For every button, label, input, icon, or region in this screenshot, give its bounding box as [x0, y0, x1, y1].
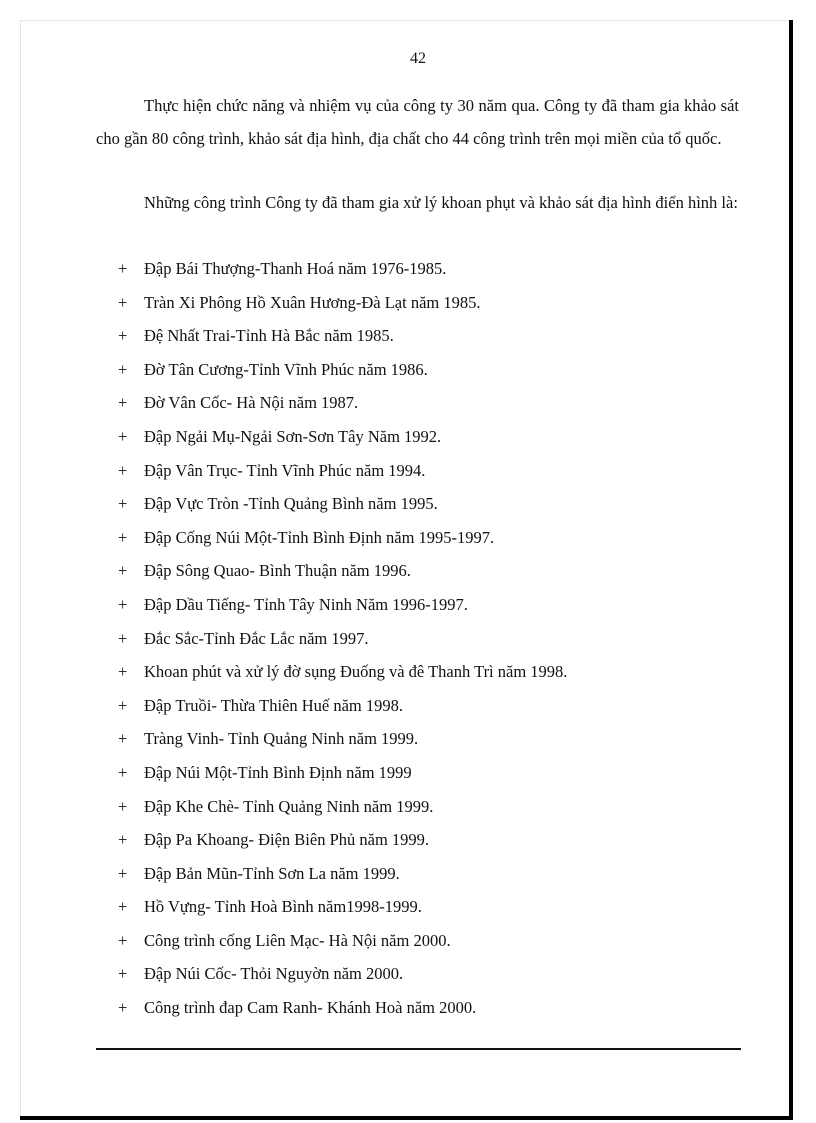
- project-text: Đập Bản Mũn-Tỉnh Sơn La năm 1999.: [144, 863, 400, 883]
- page-number: 42: [410, 50, 426, 67]
- project-text: Khoan phút và xử lý đờ sụng Đuống và đê Thanh Trì năm 1998.: [144, 662, 568, 682]
- bullet-plus-icon: +: [118, 527, 128, 547]
- bullet-plus-icon: +: [118, 628, 128, 648]
- list-item: [96, 319, 756, 353]
- list-item: [96, 689, 756, 723]
- list-item: [96, 857, 756, 891]
- list-item: [96, 554, 756, 588]
- list-item: [96, 655, 756, 689]
- project-text: Công trình cống Liên Mạc- Hà Nội năm 2000.: [144, 930, 451, 950]
- project-text: Đập Bái Thượng-Thanh Hoá năm 1976-1985.: [144, 259, 447, 278]
- bullet-plus-icon: +: [118, 292, 128, 312]
- project-list: [96, 252, 756, 1025]
- bullet-plus-icon: +: [118, 729, 128, 749]
- bullet-plus-icon: +: [118, 662, 128, 682]
- bullet-plus-icon: +: [118, 259, 128, 278]
- bullet-plus-icon: +: [118, 426, 128, 446]
- bullet-plus-icon: +: [118, 326, 128, 346]
- project-text: Đập Cống Núi Một-Tỉnh Bình Định năm 1995-1997.: [144, 527, 495, 547]
- list-item: [96, 957, 756, 991]
- bullet-plus-icon: +: [118, 964, 128, 984]
- bullet-plus-icon: +: [118, 796, 128, 816]
- project-text: Đập Vân Trục- Tỉnh Vĩnh Phúc năm 1994.: [144, 460, 426, 480]
- bullet-plus-icon: +: [118, 830, 128, 850]
- projects-intro-paragraph: Những công trình Công ty đã tham gia xử lý khoan phụt và khảo sát địa hình điển hình là:: [144, 193, 738, 212]
- project-text: Đập Dầu Tiếng- Tỉnh Tây Ninh Năm 1996-1997.: [144, 594, 468, 614]
- list-item: [96, 386, 756, 420]
- list-item: [96, 991, 756, 1025]
- project-text: Đập Núi Một-Tỉnh Bình Định năm 1999: [144, 762, 412, 782]
- project-text: Đập Vực Tròn -Tỉnh Quảng Bình năm 1995.: [144, 494, 438, 514]
- project-text: Đờ Vân Cốc- Hà Nội năm 1987.: [144, 393, 359, 413]
- list-item: [96, 454, 756, 488]
- list-item: [96, 588, 756, 622]
- list-item: [96, 252, 756, 286]
- bullet-plus-icon: +: [118, 762, 128, 782]
- list-item: [96, 823, 756, 857]
- list-item: [96, 722, 756, 756]
- bullet-plus-icon: +: [118, 460, 128, 480]
- project-text: Đập Pa Khoang- Điện Biên Phủ năm 1999.: [144, 830, 430, 850]
- bullet-plus-icon: +: [118, 594, 128, 614]
- bullet-plus-icon: +: [118, 998, 128, 1018]
- list-item: [96, 924, 756, 958]
- project-text: Đờ Tân Cương-Tỉnh Vĩnh Phúc năm 1986.: [144, 359, 428, 379]
- bullet-plus-icon: +: [118, 393, 128, 413]
- project-text: Đập Khe Chè- Tỉnh Quảng Ninh năm 1999.: [144, 796, 434, 816]
- list-item: [96, 890, 756, 924]
- bullet-plus-icon: +: [118, 494, 128, 514]
- bullet-plus-icon: +: [118, 359, 128, 379]
- project-text: Hồ Vựng- Tỉnh Hoà Bình năm1998-1999.: [144, 897, 422, 917]
- list-item: [96, 420, 756, 454]
- bottom-divider: [96, 1048, 741, 1050]
- project-text: Đập Sông Quao- Bình Thuận năm 1996.: [144, 561, 411, 581]
- list-item: [96, 756, 756, 790]
- project-text: Đập Truồi- Thừa Thiên Huế năm 1998.: [144, 695, 404, 715]
- list-item: [96, 487, 756, 521]
- bullet-plus-icon: +: [118, 863, 128, 883]
- project-text: Công trình đap Cam Ranh- Khánh Hoà năm 2000.: [144, 998, 477, 1018]
- list-item: [96, 790, 756, 824]
- list-item: [96, 521, 756, 555]
- bullet-plus-icon: +: [118, 930, 128, 950]
- list-item: [96, 622, 756, 656]
- project-text: Đập Núi Cốc- Thỏi Nguyờn năm 2000.: [144, 964, 404, 984]
- project-text: Tràn Xi Phông Hồ Xuân Hương-Đà Lạt năm 1985.: [144, 292, 481, 312]
- bullet-plus-icon: +: [118, 695, 128, 715]
- list-item: [96, 353, 756, 387]
- list-item: [96, 286, 756, 320]
- project-text: Tràng Vinh- Tỉnh Quảng Ninh năm 1999.: [144, 729, 419, 749]
- project-text: Đắc Sắc-Tỉnh Đắc Lắc năm 1997.: [144, 628, 369, 648]
- bullet-plus-icon: +: [118, 897, 128, 917]
- project-text: Đệ Nhất Trai-Tỉnh Hà Bắc năm 1985.: [144, 326, 394, 346]
- bullet-plus-icon: +: [118, 561, 128, 581]
- project-text: Đập Ngải Mụ-Ngải Sơn-Sơn Tây Năm 1992.: [144, 426, 442, 446]
- intro-paragraph: Thực hiện chức năng và nhiệm vụ của công ty 30 năm qua. Công ty đã tham gia khảo sát cho gần 80 công trình, khảo sát địa hình, địa chất cho 44 công trình trên mọi miền của tổ quốc.: [96, 96, 739, 148]
